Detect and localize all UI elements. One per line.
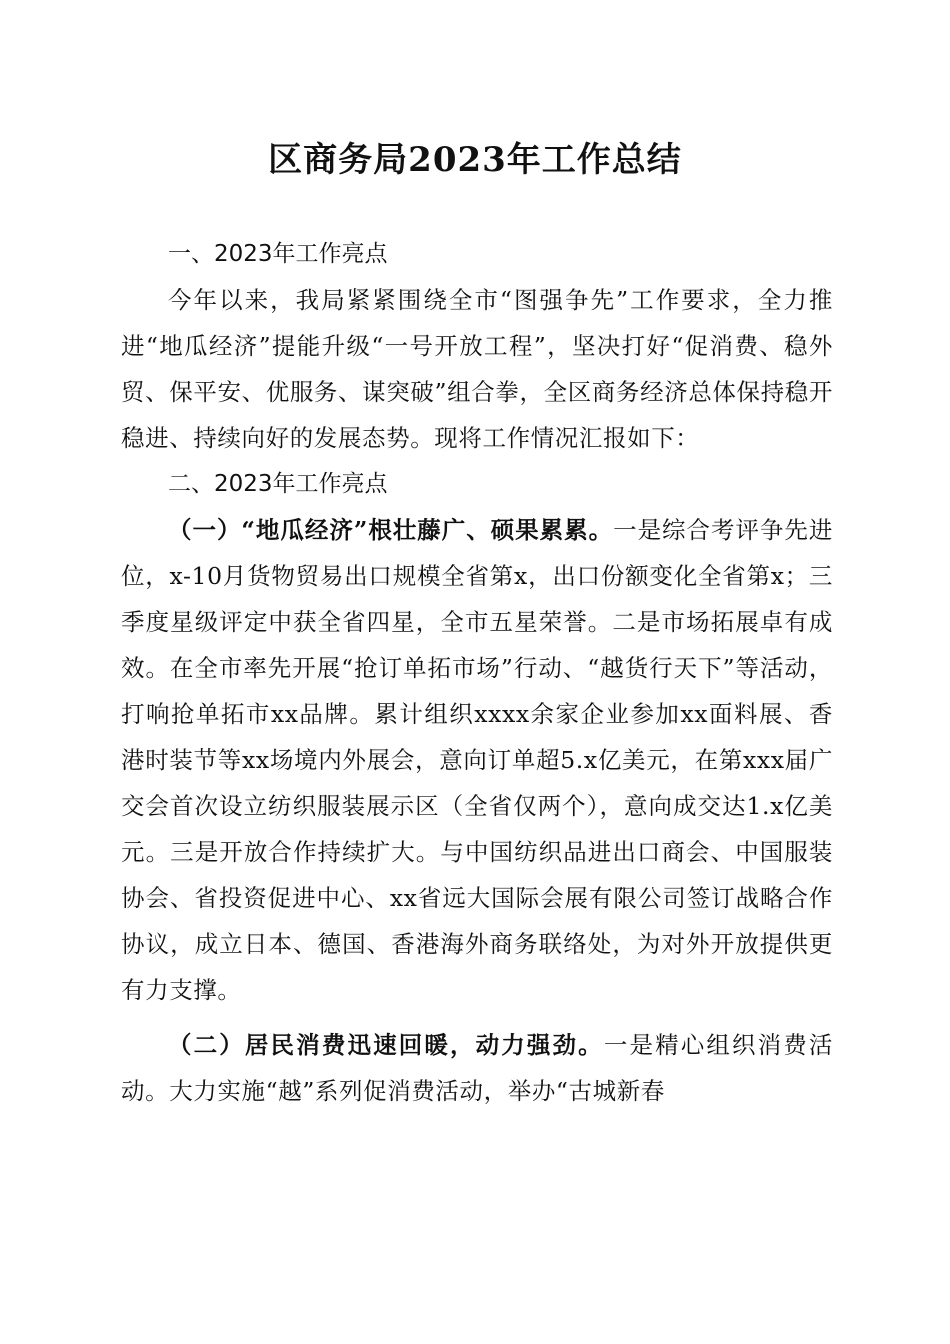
document-body [121, 231, 833, 1114]
section-heading-2: 二、2023年工作亮点 [168, 471, 388, 497]
paragraph-gap [121, 1013, 833, 1022]
item-paragraph-2 [121, 1022, 833, 1114]
item-text-1: 一是综合考评争先进位，x-10月货物贸易出口规模全省第x，出口份额变化全省第x；三季度星级评定中获全省四星，全市五星荣誉。二是市场拓展卓有成效。在全市率先开展“抢订单拓市场”行动、“越货行天下”等活动，打响抢单拓市xx品牌。累计组织xxxx余家企业参加xx面料展、香港时装节等xx场境内外展会，意向订单超5.x亿美元，在第xxx届广交会首次设立纺织服装展示区（全省仅两个），意向成交达1.x亿美元。三是开放合作持续扩大。与中国纺织品进出口商会、中国服装协会、省投资促进中心、xx省远大国际会展有限公司签订战略合作协议，成立日本、德国、香港海外商务联络处，为对外开放提供更有力支撑。 [121, 516, 834, 1004]
item-lead-2: （二）居民消费迅速回暖，动力强劲。 [168, 1031, 604, 1059]
item-paragraph-1 [121, 507, 833, 1013]
section-heading-1: 一、2023年工作亮点 [168, 241, 388, 267]
intro-paragraph: 今年以来，我局紧紧围绕全市“图强争先”工作要求，全力推进“地瓜经济”提能升级“一号开放工程”，坚决打好“促消费、稳外贸、保平安、优服务、谋突破”组合拳，全区商务经济总体保持稳开稳进、持续向好的发展态势。现将工作情况汇报如下： [121, 286, 833, 452]
item-text-2: 一是精心组织消费活动。大力实施“越”系列促消费活动，举办“古城新春 [121, 1031, 833, 1105]
item-lead-1: （一）“地瓜经济”根壮藤广、硕果累累。 [168, 516, 614, 544]
document-title: 区商务局2023年工作总结 [268, 140, 682, 180]
